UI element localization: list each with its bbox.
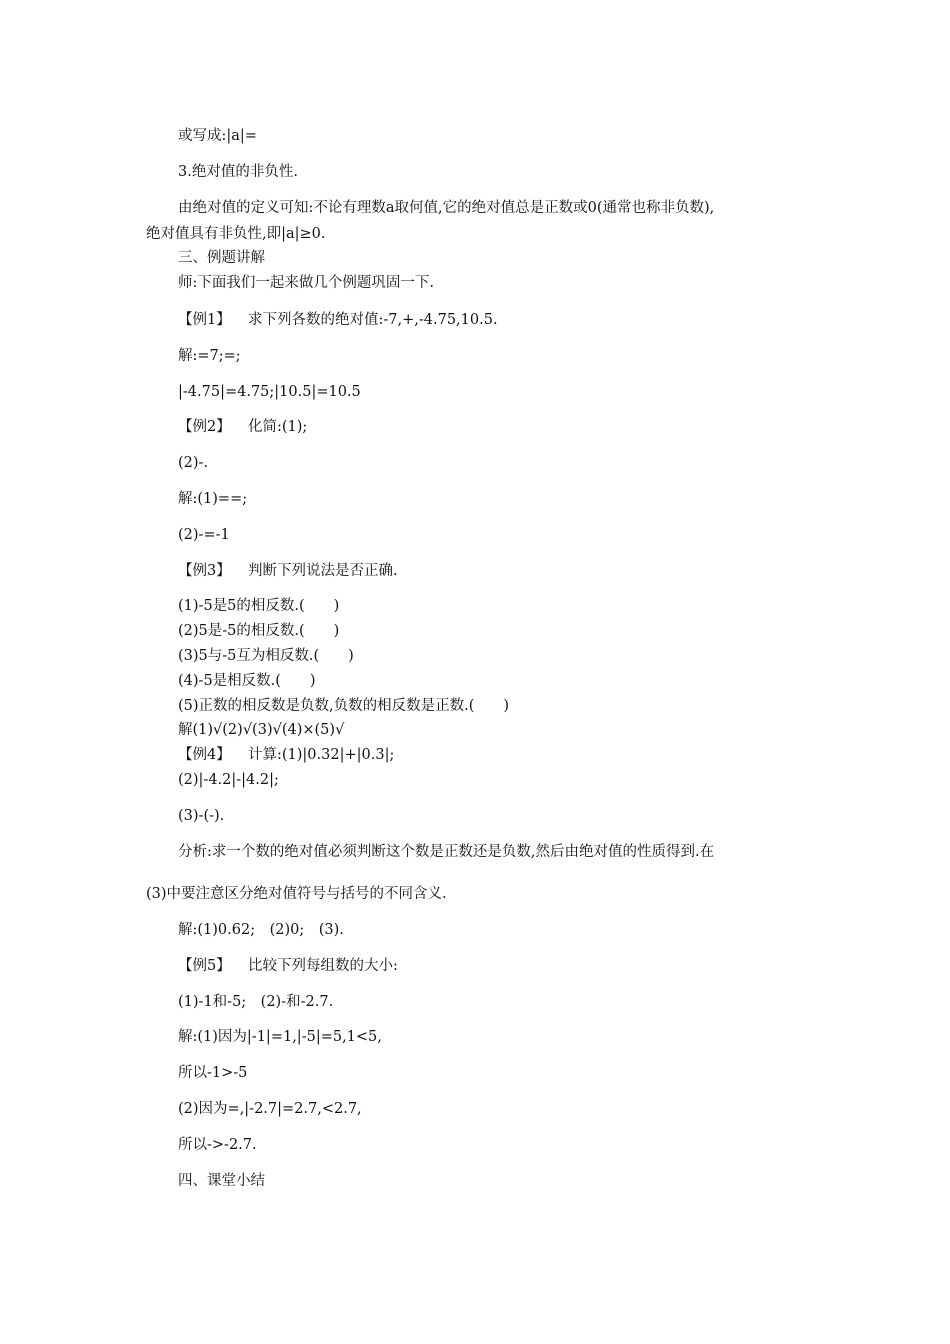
example-1-line (178, 311, 498, 329)
example-5-line (178, 957, 398, 975)
text-line: 所以->-2.7. (178, 1137, 257, 1153)
text-line: 解:(1)0.62; (2)0; (3). (178, 922, 344, 938)
example-4-line (178, 746, 394, 764)
text-line: (5)正数的相反数是负数,负数的相反数是正数.( ) (178, 698, 510, 714)
text-line: 解:(1)==; (178, 491, 248, 507)
text-line: (1)-1和-5; (2)-和-2.7. (178, 994, 334, 1010)
text-line: 或写成:|a|= (178, 128, 257, 144)
example-text: 计算:(1)|0.32|+|0.3|; (248, 747, 395, 763)
paragraph-line: 由绝对值的定义可知:不论有理数a取何值,它的绝对值总是正数或0(通常也称非负数), (178, 200, 715, 216)
text-line: (3)5与-5互为相反数.( ) (178, 648, 354, 664)
example-text: 判断下列说法是否正确. (248, 563, 398, 579)
text-line: 师:下面我们一起来做几个例题巩固一下. (178, 275, 434, 291)
section-heading: 三、例题讲解 (178, 250, 265, 266)
example-text: 化简:(1); (248, 419, 308, 435)
text-line: 解:=7;=; (178, 348, 241, 364)
section-heading: 3.绝对值的非负性. (178, 164, 298, 180)
paragraph-line: (3)中要注意区分绝对值符号与括号的不同含义. (146, 886, 447, 902)
text-line: (2)因为=,|-2.7|=2.7,<2.7, (178, 1101, 362, 1117)
text-line: (3)-(-). (178, 808, 225, 824)
paragraph-line: 绝对值具有非负性,即|a|≥0. (146, 226, 326, 242)
text-line: 解(1)√(2)√(3)√(4)×(5)√ (178, 722, 345, 738)
example-text: 求下列各数的绝对值:-7,+,-4.75,10.5. (248, 312, 498, 328)
text-line: 所以-1>-5 (178, 1065, 248, 1081)
text-line: 解:(1)因为|-1|=1,|-5|=5,1<5, (178, 1029, 382, 1045)
text-line: (2)-. (178, 455, 209, 471)
text-line: (1)-5是5的相反数.( ) (178, 598, 340, 614)
example-2-line (178, 418, 307, 436)
example-tag: 【例2】 (178, 419, 231, 435)
text-line: (4)-5是相反数.( ) (178, 673, 316, 689)
text-line: |-4.75|=4.75;|10.5|=10.5 (178, 384, 361, 400)
text-line: (2)5是-5的相反数.( ) (178, 623, 340, 639)
example-tag: 【例1】 (178, 312, 231, 328)
example-tag: 【例4】 (178, 747, 231, 763)
section-heading: 四、课堂小结 (178, 1173, 265, 1189)
paragraph-line: 分析:求一个数的绝对值必须判断这个数是正数还是负数,然后由绝对值的性质得到.在 (178, 844, 715, 860)
example-text: 比较下列每组数的大小: (248, 958, 398, 974)
text-line: (2)|-4.2|-|4.2|; (178, 772, 279, 788)
example-tag: 【例3】 (178, 563, 231, 579)
text-line: (2)-=-1 (178, 527, 230, 543)
example-tag: 【例5】 (178, 958, 231, 974)
example-3-line (178, 562, 398, 580)
